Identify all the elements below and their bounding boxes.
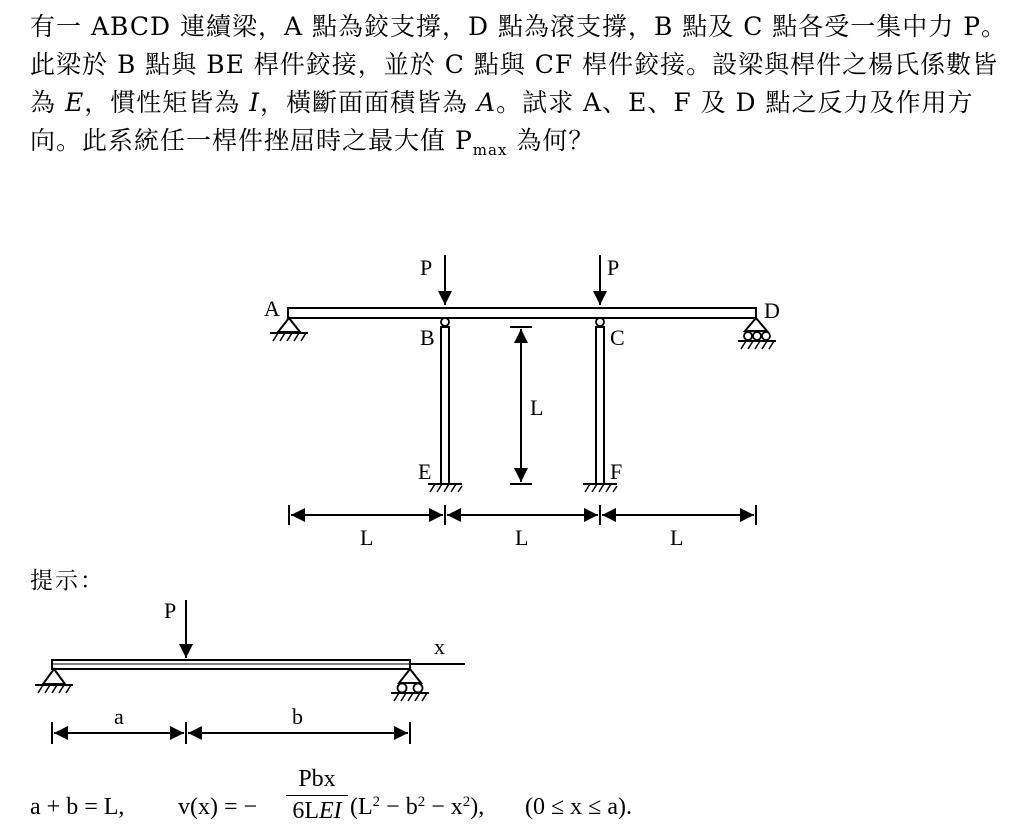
- hint-label-b: b: [292, 704, 303, 729]
- deflection-formula: [30, 764, 830, 834]
- label-a: A: [264, 296, 280, 321]
- label-load-right: P: [607, 255, 620, 280]
- label-d: D: [764, 298, 780, 323]
- question-seg2: ，慣性矩皆為: [84, 88, 250, 117]
- hint-figure: [0, 590, 520, 760]
- hint-label-load: P: [164, 598, 177, 623]
- formula-range: (0 ≤ x ≤ a).: [525, 794, 632, 820]
- pmax-subscript: max: [472, 141, 508, 159]
- formula-numerator: Pbx: [286, 766, 348, 796]
- question-seg5: 為何？: [507, 126, 595, 155]
- symbol-I: I: [249, 88, 261, 117]
- label-span-3: L: [670, 525, 684, 550]
- label-e: E: [418, 459, 432, 484]
- question-seg4: 。試求 A、E、F 及 D 點之反力及作用方向。此系統任一桿件挫屈時之最大值 P: [30, 88, 974, 155]
- formula-sum: a + b = L,: [30, 794, 125, 820]
- hint-pin-support: [35, 669, 73, 693]
- label-c: C: [610, 325, 625, 350]
- hint-label-x: x: [434, 634, 445, 659]
- beam-abcd: [288, 308, 756, 318]
- label-column-length: L: [530, 395, 544, 420]
- label-span-2: L: [515, 525, 529, 550]
- label-load-left: P: [420, 255, 433, 280]
- formula-fraction: [286, 766, 348, 825]
- label-span-1: L: [360, 525, 374, 550]
- column-length-dimension: [510, 327, 532, 484]
- hint-dimensions: [52, 722, 410, 744]
- pin-support-a: [270, 318, 308, 341]
- symbol-A: A: [477, 88, 497, 117]
- formula-v-of-x: v(x) = −: [178, 794, 258, 820]
- question-seg1: 有一 ABCD 連續梁，A 點為鉸支撐，D 點為滾支撐，B 點及 C 點各受一集中力 P。此梁於 B 點與 BE 桿件鉸接，並於 C 點與 CF 桿件鉸接。設梁與桿件之楊氏係數皆為: [30, 12, 1008, 117]
- hint-title: 提示：: [30, 568, 105, 594]
- formula-denominator: 6LEI: [292, 798, 342, 824]
- hint-roller-support: [391, 669, 429, 701]
- hint-label-a: a: [114, 704, 124, 729]
- formula-parenthetical: $(L^2 - b^2 - x^2)$,: [350, 794, 485, 820]
- symbol-E: E: [64, 88, 85, 117]
- question-seg3: ，橫斷面面積皆為: [260, 88, 477, 117]
- label-f: F: [610, 459, 623, 484]
- span-dimensions: [289, 505, 756, 525]
- label-b: B: [420, 325, 435, 350]
